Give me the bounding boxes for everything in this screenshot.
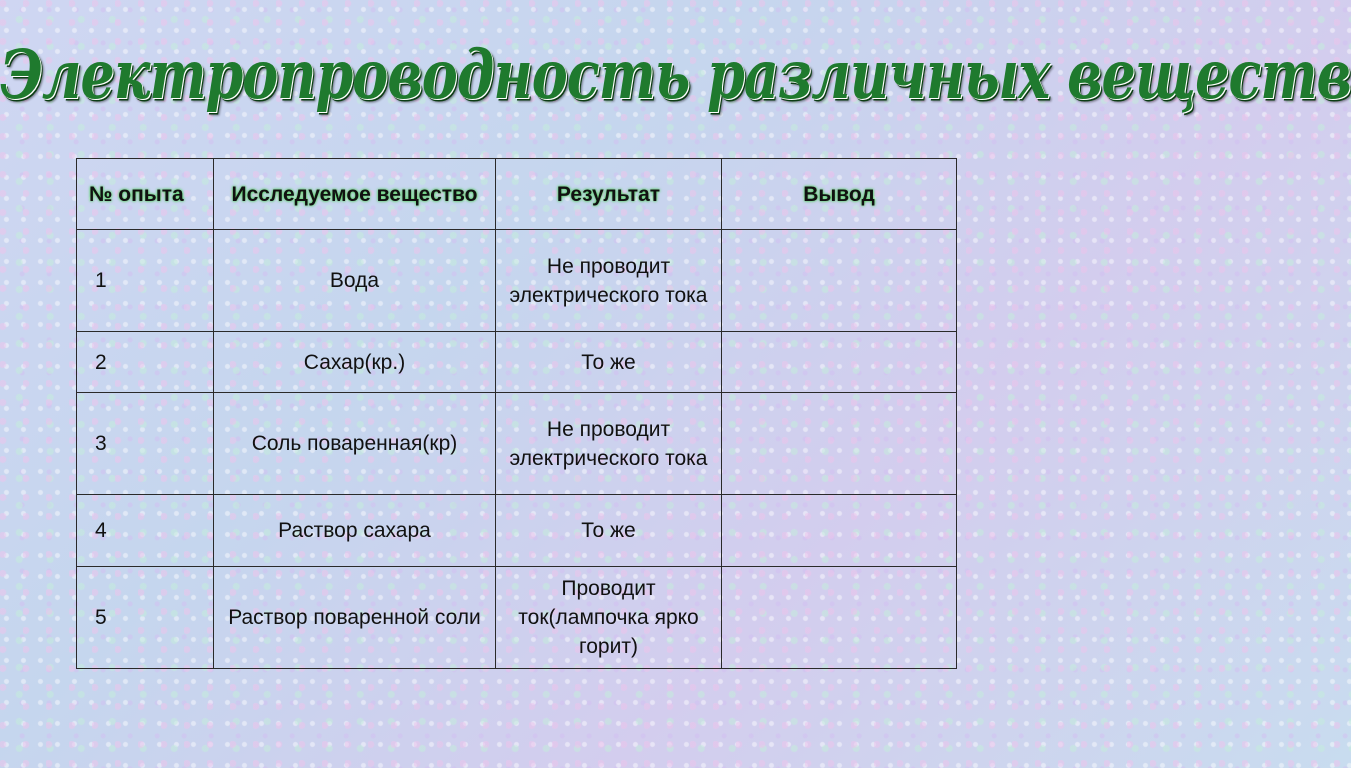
cell-substance: Сахар(кр.)	[214, 332, 496, 393]
cell-experiment-number: 4	[77, 495, 214, 567]
cell-substance: Соль поваренная(кр)	[214, 393, 496, 495]
cell-experiment-number: 3	[77, 393, 214, 495]
table-row	[77, 495, 957, 567]
cell-experiment-number: 1	[77, 230, 214, 332]
cell-conclusion	[722, 230, 957, 332]
cell-conclusion	[722, 332, 957, 393]
experiment-table	[76, 158, 957, 669]
cell-conclusion	[722, 495, 957, 567]
header-result: Результат	[496, 159, 722, 230]
table-header-row	[77, 159, 957, 230]
cell-result: Не проводит электрического тока	[496, 393, 722, 495]
cell-result: То же	[496, 495, 722, 567]
cell-conclusion	[722, 567, 957, 669]
cell-result: Проводит ток(лампочка ярко горит)	[496, 567, 722, 669]
slide-title: Электропроводность различных веществ	[0, 34, 1351, 114]
table-row	[77, 230, 957, 332]
table-row	[77, 332, 957, 393]
cell-experiment-number: 2	[77, 332, 214, 393]
table-row	[77, 393, 957, 495]
cell-substance: Раствор сахара	[214, 495, 496, 567]
cell-result: То же	[496, 332, 722, 393]
cell-result: Не проводит электрического тока	[496, 230, 722, 332]
cell-experiment-number: 5	[77, 567, 214, 669]
cell-substance: Вода	[214, 230, 496, 332]
table-row	[77, 567, 957, 669]
cell-conclusion	[722, 393, 957, 495]
header-substance: Исследуемое вещество	[214, 159, 496, 230]
cell-substance: Раствор поваренной соли	[214, 567, 496, 669]
header-experiment-number: № опыта	[77, 159, 214, 230]
header-conclusion: Вывод	[722, 159, 957, 230]
